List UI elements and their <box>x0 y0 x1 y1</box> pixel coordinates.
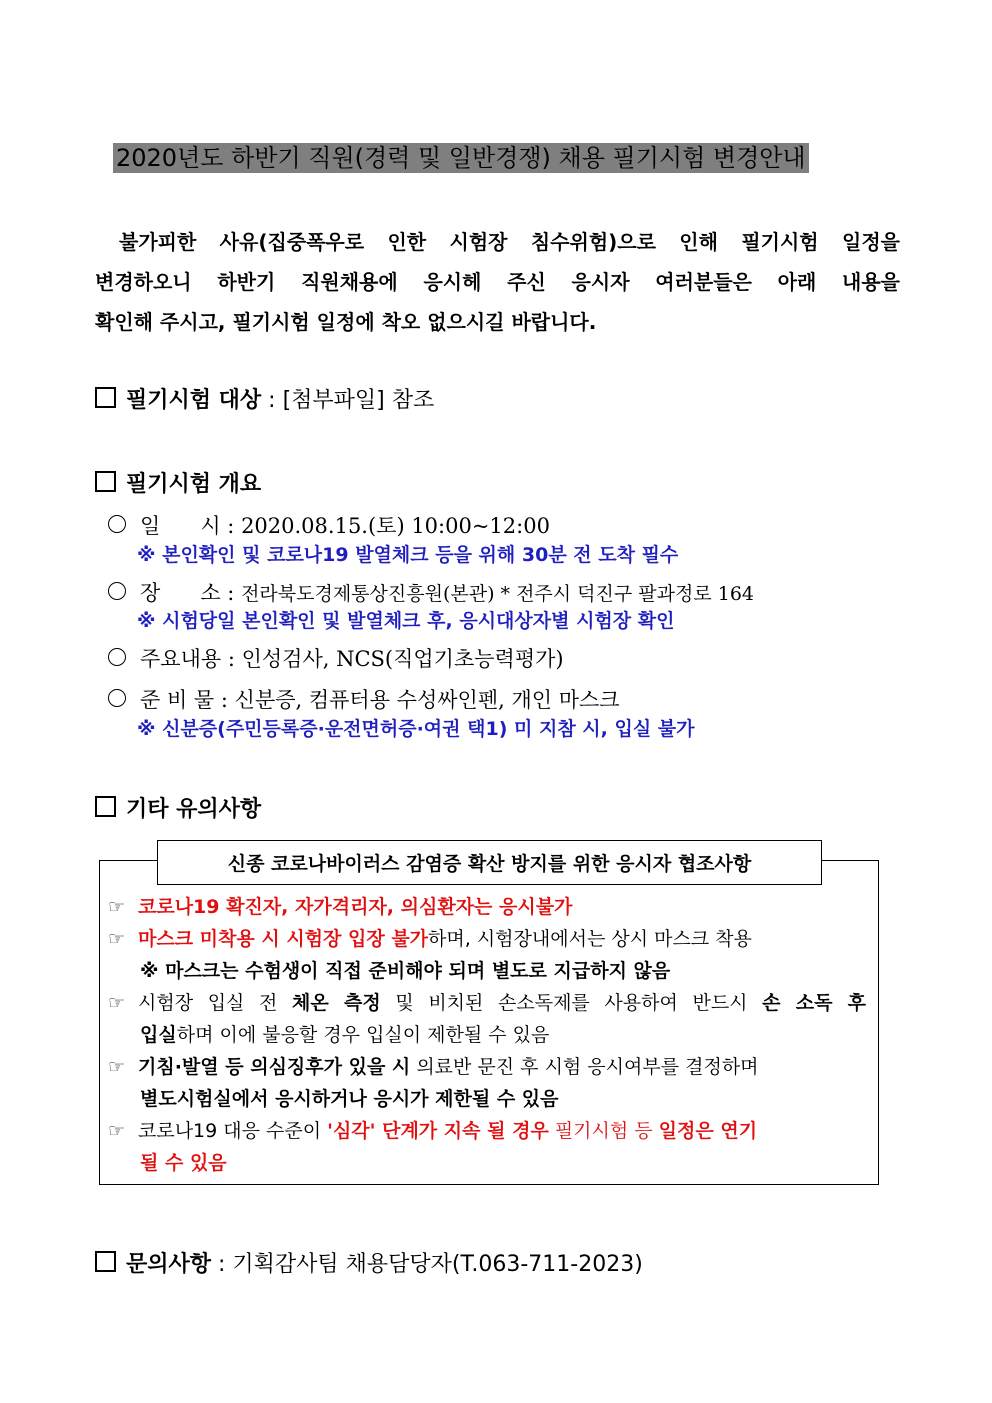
overview-items: 준 비 물 : 신분증, 컴퓨터용 수성싸인펜, 개인 마스크 <box>108 684 620 714</box>
overview-date: 일 시 : 2020.08.15.(토) 10:00~12:00 <box>108 510 550 540</box>
list-item-continued: 별도시험실에서 응시하거나 응시가 제한될 수 있음 <box>140 1088 559 1110</box>
separator: : <box>261 388 283 413</box>
note-text: 의료반 문진 후 시험 응시여부를 결정하며 <box>410 1056 759 1078</box>
circle-bullet-icon <box>108 648 126 666</box>
target-section <box>95 383 434 414</box>
notes-list <box>108 891 866 1179</box>
list-item <box>108 891 866 923</box>
list-item <box>108 987 866 1019</box>
pointing-hand-icon: ☞ <box>108 896 126 918</box>
intro-line: 변경하오니 하반기 직원채용에 응시헤 주신 응시자 여러분들은 아래 내용을 <box>95 270 900 294</box>
list-subitem: ※ 마스크는 수험생이 직접 준비해야 되며 별도로 지급하지 않음 <box>140 960 671 982</box>
note-text: '심각' 단계가 지속 될 경우 <box>327 1120 549 1142</box>
target-value: [첨부파일] 참조 <box>282 388 435 413</box>
date-label: 일 시 <box>140 514 221 538</box>
checkbox-square-icon <box>95 387 116 408</box>
inquiry-value: 기획감사팀 채용담당자(T.063-711-2023) <box>232 1252 643 1277</box>
note-text: 필기시험 등 <box>548 1120 659 1142</box>
pointing-hand-icon: ☞ <box>108 1056 126 1078</box>
date-value: 2020.08.15.(토) 10:00~12:00 <box>241 514 550 538</box>
list-item-continued <box>108 1019 866 1051</box>
pointing-hand-icon: ☞ <box>108 928 126 950</box>
note-text: 마스크 미착용 시 시험장 입장 불가 <box>138 928 429 950</box>
list-item <box>108 1115 866 1147</box>
pointing-hand-icon: ☞ <box>108 992 126 1014</box>
note-text: 코로나19 대응 수준이 <box>138 1120 328 1142</box>
notes-box-title: 신종 코로나바이러스 감염증 확산 방지를 위한 응시자 협조사항 <box>157 840 822 885</box>
page-title: 2020년도 하반기 직원(경력 및 일반경쟁) 채용 필기시험 변경안내 <box>113 143 809 173</box>
list-item <box>108 1051 866 1083</box>
items-label: 준 비 물 <box>140 688 215 712</box>
content-value: 인성검사, NCS(직업기초능력평가) <box>241 647 564 671</box>
notes-label: 기타 유의사항 <box>126 797 262 822</box>
intro-line: 확인해 주시고, 필기시험 일정에 착오 없으시길 바랍니다. <box>95 310 597 334</box>
items-value: 신분증, 컴퓨터용 수성싸인펜, 개인 마스크 <box>234 688 620 712</box>
separator: : <box>211 1252 233 1277</box>
note-text: 입실 <box>140 1024 177 1046</box>
note-text: 기침·발열 등 의심징후가 있을 시 <box>138 1056 411 1078</box>
circle-bullet-icon <box>108 515 126 533</box>
note-text: 손 소독 후 <box>762 992 867 1014</box>
list-item-continued: 될 수 있음 <box>140 1152 227 1174</box>
note-text: 일정은 연기 <box>658 1120 758 1142</box>
circle-bullet-icon <box>108 689 126 707</box>
note-text: 코로나19 확진자, 자가격리자, 의심환자는 응시불가 <box>138 896 573 918</box>
checkbox-square-icon <box>95 471 116 492</box>
overview-heading <box>95 467 261 498</box>
date-note: ※ 본인확인 및 코로나19 발열체크 등을 위해 30분 전 도착 필수 <box>137 544 679 566</box>
list-item <box>108 923 866 955</box>
overview-content: 주요내용 : 인성검사, NCS(직업기초능력평가) <box>108 643 564 673</box>
note-text: 체온 측정 <box>292 992 381 1014</box>
content-label: 주요내용 <box>140 647 222 671</box>
place-note: ※ 시험당일 본인확인 및 발열체크 후, 응시대상자별 시험장 확인 <box>137 610 675 632</box>
intro-line: 불가피한 사유(집중폭우로 인한 시험장 침수위험)으로 인해 필기시험 일정을 <box>119 230 900 254</box>
note-text: 및 비치된 손소독제를 사용하여 반드시 <box>380 992 763 1014</box>
place-value: 전라북도경제통상진흥원(본관) * 전주시 덕진구 팔과정로 164 <box>241 583 754 605</box>
checkbox-square-icon <box>95 1251 116 1272</box>
note-text: 하며, 시험장내에서는 상시 마스크 착용 <box>428 928 752 950</box>
inquiry-section <box>95 1247 643 1278</box>
overview-place: 장 소 : 전라북도경제통상진흥원(본관) * 전주시 덕진구 팔과정로 164 <box>108 577 754 607</box>
pointing-hand-icon: ☞ <box>108 1120 126 1142</box>
note-text: 하며 이에 불응할 경우 입실이 제한될 수 있음 <box>176 1024 550 1046</box>
overview-label: 필기시험 개요 <box>126 472 262 497</box>
place-label: 장 소 <box>140 581 221 605</box>
circle-bullet-icon <box>108 582 126 600</box>
items-note: ※ 신분증(주민등록증·운전면허증·여권 택1) 미 지참 시, 입실 불가 <box>137 718 695 740</box>
checkbox-square-icon <box>95 796 116 817</box>
inquiry-label: 문의사항 <box>126 1252 212 1277</box>
note-text: 시험장 입실 전 <box>138 992 293 1014</box>
intro-paragraph <box>95 222 900 342</box>
target-label: 필기시험 대상 <box>126 388 262 413</box>
notes-heading <box>95 792 261 823</box>
